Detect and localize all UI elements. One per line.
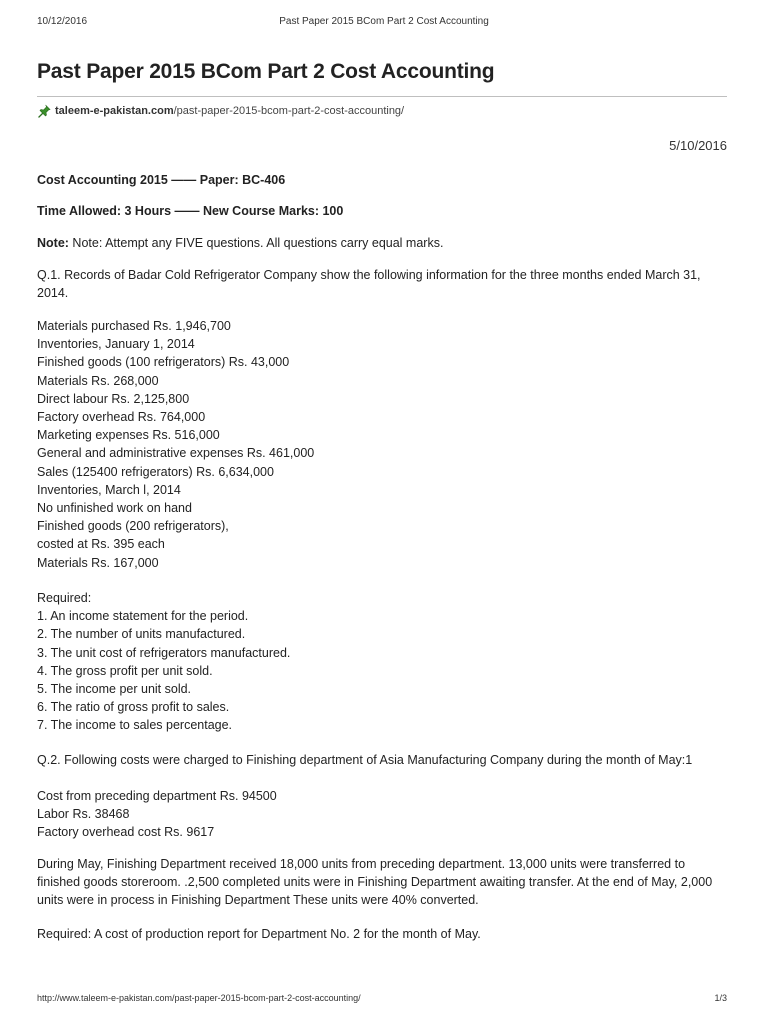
footer-url[interactable]: http://www.taleem-e-pakistan.com/past-paper-2015-bcom-part-2-cost-accounting/ [37, 993, 361, 1003]
q1-data-list [37, 317, 729, 572]
source-link[interactable] [37, 104, 404, 118]
list-item: 4. The gross profit per unit sold. [37, 663, 213, 678]
paper-line: Cost Accounting 2015 —— Paper: BC-406 [37, 173, 286, 187]
list-item: 5. The income per unit sold. [37, 682, 192, 697]
list-item: Labor Rs. 38468 [37, 807, 130, 822]
list-item: Materials Rs. 167,000 [37, 555, 159, 570]
list-item: Sales (125400 refrigerators) Rs. 6,634,000 [37, 464, 274, 479]
note-label: Note: [37, 236, 69, 250]
print-header-title: Past Paper 2015 BCom Part 2 Cost Accounting [279, 16, 489, 27]
list-item: Factory overhead cost Rs. 9617 [37, 825, 215, 840]
pin-icon [37, 104, 51, 118]
page-number: 1/3 [714, 993, 727, 1003]
note-paragraph [37, 234, 729, 252]
article-date: 5/10/2016 [669, 138, 727, 153]
list-item: Factory overhead Rs. 764,000 [37, 410, 206, 425]
q2-data-list [37, 787, 729, 842]
q2-required: Required: A cost of production report for Department No. 2 for the month of May. [37, 927, 481, 941]
list-item: General and administrative expenses Rs. 461,000 [37, 446, 315, 461]
time-line: Time Allowed: 3 Hours —— New Course Marks: 100 [37, 204, 344, 218]
list-item: Direct labour Rs. 2,125,800 [37, 391, 190, 406]
list-item: costed at Rs. 395 each [37, 537, 165, 552]
page-title: Past Paper 2015 BCom Part 2 Cost Accounting [37, 60, 495, 83]
list-item: Required: [37, 591, 92, 605]
list-item: 1. An income statement for the period. [37, 609, 249, 624]
print-date: 10/12/2016 [37, 16, 88, 27]
list-item: 7. The income to sales percentage. [37, 718, 233, 733]
list-item: 6. The ratio of gross profit to sales. [37, 700, 230, 715]
list-item: Materials Rs. 268,000 [37, 373, 159, 388]
q1-intro: Q.1. Records of Badar Cold Refrigerator Company show the following information for the three months ended March 31, 2014. [37, 268, 701, 301]
list-item: No unfinished work on hand [37, 501, 192, 516]
list-item: Finished goods (100 refrigerators) Rs. 43,000 [37, 355, 290, 370]
source-path[interactable]: /past-paper-2015-bcom-part-2-cost-accounting/ [173, 105, 405, 117]
title-divider [37, 96, 727, 97]
q2-paragraph: During May, Finishing Department received 18,000 units from preceding department. 13,000 units were transferred to finished goods storeroom. .2,500 completed units were in Finishing Department awaiting transfer. At the end of May, 2,000 units were in process in Finishing Department These units were 40% converted. [37, 857, 713, 908]
list-item: 2. The number of units manufactured. [37, 627, 246, 642]
note-text: Note: Attempt any FIVE questions. All questions carry equal marks. [68, 236, 444, 250]
list-item: Inventories, January 1, 2014 [37, 337, 195, 352]
list-item: 3. The unit cost of refrigerators manufactured. [37, 645, 291, 660]
q1-required-list [37, 589, 729, 735]
source-domain[interactable]: taleem-e-pakistan.com [55, 105, 174, 117]
q2-intro: Q.2. Following costs were charged to Finishing department of Asia Manufacturing Company during the month of May:1 [37, 753, 693, 767]
list-item: Inventories, March l, 2014 [37, 482, 181, 497]
list-item: Finished goods (200 refrigerators), [37, 519, 229, 534]
list-item: Cost from preceding department Rs. 94500 [37, 789, 277, 803]
list-item: Marketing expenses Rs. 516,000 [37, 428, 220, 443]
list-item: Materials purchased Rs. 1,946,700 [37, 319, 231, 333]
